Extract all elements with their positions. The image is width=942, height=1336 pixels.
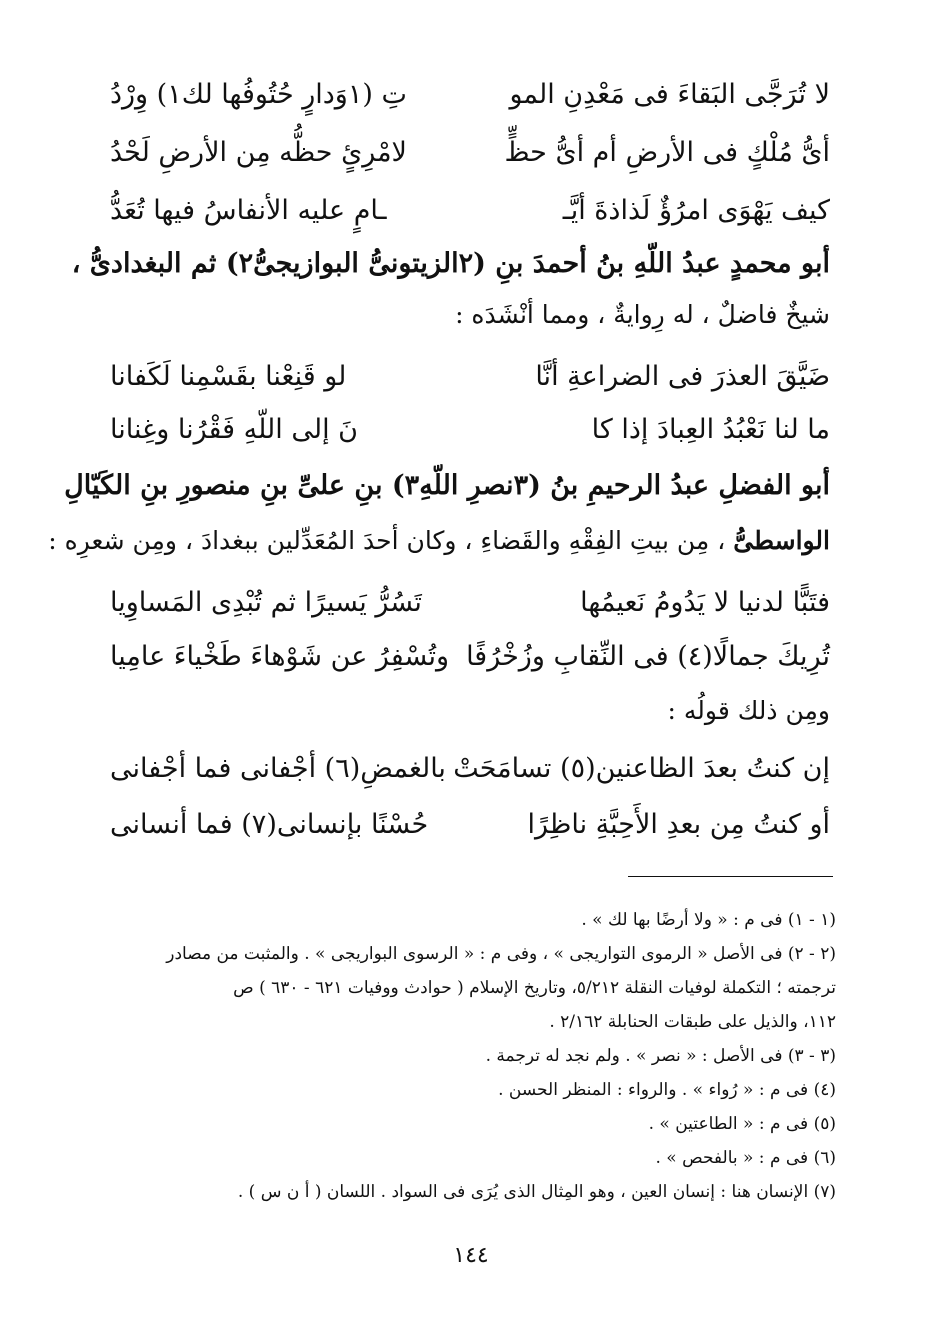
footnote: (١ - ١) فى م : « ولا أرضًا بها لك » . bbox=[581, 910, 836, 930]
verse-line bbox=[110, 578, 830, 628]
entry-text-body: ، مِن بيتِ الفِقْهِ والقَضاءِ ، وكان أحدَ المُعَدِّلين ببغدادَ ، ومِن شعرِه : bbox=[48, 526, 726, 555]
verse-first-hemistich: إن كنتُ بعدَ الظاعنين(٥) تسامَحَتْ bbox=[453, 753, 830, 784]
verse-second-hemistich: لامْرِئٍ حظُّه مِن الأرضِ لَحْدُ bbox=[110, 137, 407, 168]
verse-second-hemistich: تَسُرُّ يَسيرًا ثم تُبْدِى المَساوِيا bbox=[110, 587, 422, 618]
verse-line bbox=[110, 744, 830, 794]
entry-text: شيخٌ فاضلٌ ، له رِوايةٌ ، ومما أنْشَدَه : bbox=[455, 300, 830, 329]
verse-second-hemistich: حُسْنًا بإنسانى(٧) فما أنسانى bbox=[110, 809, 429, 840]
verse-first-hemistich: ضَيَّقَ العذرَ فى الضراعةِ أنَّا bbox=[535, 361, 830, 392]
verse-second-hemistich: نَ إلى اللّهِ فَقْرُنا وغِنانا bbox=[110, 414, 359, 445]
footnote: (٢ - ٢) فى الأصل « الرموى التواريجى » ، وفى م : « الرسوى البواريجى » . والمثبت من مصادر bbox=[166, 944, 836, 964]
verse-line bbox=[110, 352, 830, 402]
verse-first-hemistich: كيف يَهْوَى امرُؤٌ لَذاذةَ أيَّـ bbox=[562, 195, 830, 226]
footnote-separator bbox=[628, 876, 833, 877]
verse-line bbox=[110, 800, 830, 850]
footnote-continuation: ترجمته ؛ التكملة لوفيات النقلة ٥/٢١٢، وتاريخ الإسلام ( حوادث ووفيات ٦٢١ - ٦٣٠ ) ص bbox=[233, 978, 836, 998]
verse-first-hemistich: ما لنا نَعْبُدُ العِبادَ إذا كا bbox=[591, 414, 830, 445]
verse-line bbox=[110, 405, 830, 455]
footnote: (٦) فى م : « بالفحص » . bbox=[655, 1148, 836, 1168]
footnote: (٥) فى م : « الطاعتين » . bbox=[648, 1114, 836, 1134]
entry-nisba: الواسطىُّ bbox=[733, 526, 830, 555]
verse-first-hemistich: لا تُرَجَّى البَقاءَ فى مَعْدِنِ المو bbox=[509, 79, 830, 110]
verse-intro: ومِن ذلك قولُه : bbox=[667, 696, 830, 725]
footnote: (٣ - ٣) فى الأصل : « نصر » . ولم نجد له ترجمة . bbox=[485, 1046, 836, 1066]
verse-second-hemistich: لو قَنِعْنا بقَسْمِنا لَكَفانا bbox=[110, 361, 347, 392]
verse-line bbox=[110, 186, 830, 236]
footnote: (٧) الإنسان هنا : إنسان العين ، وهو المِثال الذى يُرَى فى السواد . اللسان ( أ ن س ) . bbox=[237, 1182, 836, 1202]
entry-heading: أبو محمدٍ عبدُ اللّهِ بنُ أحمدَ بنِ (٢الزيتونىُّ البوازيجىُّ٢) ثم البغدادىُّ ، bbox=[71, 248, 830, 279]
footnote: (٤) فى م : « رُواء » . والرواء : المنظر الحسن . bbox=[498, 1080, 836, 1100]
verse-second-hemistich: بالغمضِ(٦) أجْفانى فما أجْفانى bbox=[110, 753, 446, 784]
page-number: ١٤٤ bbox=[453, 1243, 489, 1268]
verse-first-hemistich: تُرِيكَ جمالًا(٤) فى النِّقابِ وزُخْرُفًا bbox=[466, 641, 830, 672]
entry-text bbox=[48, 516, 830, 566]
verse-line bbox=[110, 128, 830, 178]
verse-first-hemistich: أىُّ مُلْكٍ فى الأرضِ أم أىُّ حظٍّ bbox=[504, 137, 830, 168]
verse-first-hemistich: أو كنتُ مِن بعدِ الأَحِبَّةِ ناظِرًا bbox=[527, 809, 830, 840]
verse-line bbox=[110, 70, 830, 120]
entry-heading: أبو الفضلِ عبدُ الرحيمِ بنُ (٣نصرِ اللّهِ٣) بنِ علىِّ بنِ منصورِ بنِ الكَيّالِ bbox=[64, 470, 830, 501]
verse-line bbox=[110, 632, 830, 682]
footnote-continuation: ١١٢، والذيل على طبقات الحنابلة ٢/١٦٢ . bbox=[549, 1012, 836, 1032]
verse-second-hemistich: تِ (١وَدارٍ حُتُوفُها لك١) وِرْدُ bbox=[110, 79, 407, 110]
verse-first-hemistich: فتَبًّا لدنيا لا يَدُومُ نَعيمُها bbox=[580, 587, 830, 618]
verse-second-hemistich: ـامٍ عليه الأنفاسُ فيها تُعَدُّ bbox=[110, 195, 387, 226]
verse-second-hemistich: وتُسْفِرُ عن شَوْهاءَ طَخْياءَ عامِيا bbox=[110, 641, 450, 672]
